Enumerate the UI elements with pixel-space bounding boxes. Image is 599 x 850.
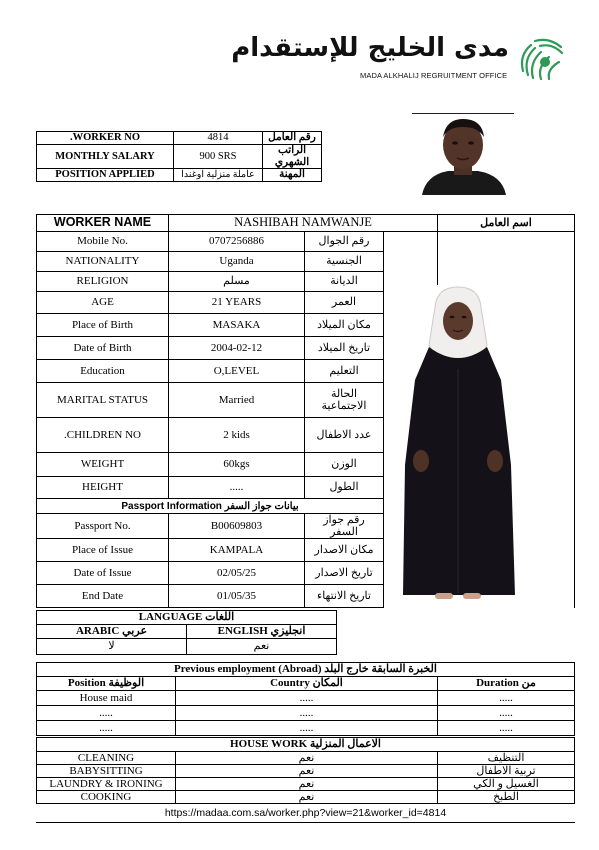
personal-label: Education: [37, 360, 169, 383]
arabic-value: لا: [37, 639, 187, 655]
language-title: LANGUAGE اللغات: [37, 611, 337, 625]
personal-label-ar: عدد الاطفال: [305, 418, 384, 453]
passport-label-ar: رقم جواز السفر: [305, 514, 384, 539]
personal-value: مسلم: [169, 272, 305, 292]
passport-label: End Date: [37, 585, 169, 608]
salary-value: 900 SRS: [174, 145, 263, 169]
house-work-label-ar: التنظيف: [438, 752, 575, 765]
personal-label-ar: الجنسية: [305, 252, 384, 272]
worker-headshot-photo: [412, 113, 514, 195]
col-country: Country المكان: [176, 677, 438, 691]
salary-label-ar: الراتب الشهري: [263, 145, 322, 169]
passport-label: Date of Issue: [37, 562, 169, 585]
personal-label: Date of Birth: [37, 337, 169, 360]
house-work-value: نعم: [176, 765, 438, 778]
personal-value: O,LEVEL: [169, 360, 305, 383]
house-work-label-ar: الطبخ: [438, 791, 575, 804]
house-work-value: نعم: [176, 791, 438, 804]
personal-label: RELIGION: [37, 272, 169, 292]
passport-value: 01/05/35: [169, 585, 305, 608]
previous-employment-title: Previous employment (Abroad) الخبرة السابقة خارج البلد: [37, 663, 575, 677]
house-work-label: COOKING: [37, 791, 176, 804]
personal-label: .CHILDREN NO: [37, 418, 169, 453]
personal-label-ar: التعليم: [305, 360, 384, 383]
summary-table: [36, 131, 322, 182]
house-work-label: BABYSITTING: [37, 765, 176, 778]
logo-english-text: MADA ALKHALIJ REGRUITMENT OFFICE: [360, 71, 508, 80]
summary-row-worker-no: [37, 132, 322, 145]
personal-label-ar: العمر: [305, 292, 384, 314]
personal-row: [37, 232, 575, 252]
previous-employment-columns-row: [37, 677, 575, 691]
language-labels-row: [37, 625, 337, 639]
passport-value: 02/05/25: [169, 562, 305, 585]
language-values-row: [37, 639, 337, 655]
logo-arabic-text: مدى الخليج للإستقدام: [231, 33, 509, 63]
house-work-table: [36, 737, 575, 804]
personal-label-ar: تاريخ الميلاد: [305, 337, 384, 360]
personal-value: 21 YEARS: [169, 292, 305, 314]
personal-value: Married: [169, 383, 305, 418]
personal-value: 2 kids: [169, 418, 305, 453]
house-work-value: نعم: [176, 752, 438, 765]
personal-label: Mobile No.: [37, 232, 169, 252]
prev-country: .....: [176, 721, 438, 736]
worker-no-label: .WORKER NO: [37, 132, 174, 145]
personal-label-ar: الديانة: [305, 272, 384, 292]
house-work-title: HOUSE WORK الاعمال المنزلية: [37, 738, 575, 752]
prev-position: House maid: [37, 691, 176, 706]
personal-value: MASAKA: [169, 314, 305, 337]
personal-value: 0707256886: [169, 232, 305, 252]
personal-label: MARITAL STATUS: [37, 383, 169, 418]
personal-label: Place of Birth: [37, 314, 169, 337]
personal-label: AGE: [37, 292, 169, 314]
house-work-header-row: [37, 738, 575, 752]
table-row: [37, 752, 575, 765]
prev-country: .....: [176, 691, 438, 706]
worker-name-label: WORKER NAME: [37, 215, 169, 232]
prev-country: .....: [176, 706, 438, 721]
position-label-ar: المهنة: [263, 169, 322, 182]
english-label: ENGLISH انجليزي: [187, 625, 337, 639]
personal-value: 2004-02-12: [169, 337, 305, 360]
passport-label: Place of Issue: [37, 539, 169, 562]
house-work-label: LAUNDRY & IRONING: [37, 778, 176, 791]
house-work-label-ar: الغسيل و الكي: [438, 778, 575, 791]
prev-position: .....: [37, 721, 176, 736]
personal-label: WEIGHT: [37, 453, 169, 477]
personal-label-ar: مكان الميلاد: [305, 314, 384, 337]
position-value: عاملة منزلية اوغندا: [174, 169, 263, 182]
personal-label-ar: الوزن: [305, 453, 384, 477]
table-row: [37, 791, 575, 804]
table-row: [37, 765, 575, 778]
personal-value: Uganda: [169, 252, 305, 272]
personal-label-ar: رقم الجوال: [305, 232, 384, 252]
table-row: [37, 721, 575, 736]
table-row: [37, 778, 575, 791]
passport-label-ar: مكان الاصدار: [305, 539, 384, 562]
prev-duration: .....: [438, 706, 575, 721]
personal-value: .....: [169, 477, 305, 499]
house-work-value: نعم: [176, 778, 438, 791]
language-table: [36, 610, 337, 655]
summary-row-salary: [37, 145, 322, 169]
personal-value: 60kgs: [169, 453, 305, 477]
position-label: POSITION APPLIED: [37, 169, 174, 182]
worker-full-body-photo: [395, 285, 520, 610]
logo-mark-icon: [515, 35, 567, 81]
worker-name-label-ar: اسم العامل: [438, 215, 575, 232]
prev-duration: .....: [438, 721, 575, 736]
personal-label: HEIGHT: [37, 477, 169, 499]
passport-label: Passport No.: [37, 514, 169, 539]
summary-row-position: [37, 169, 322, 182]
worker-no-value: 4814: [174, 132, 263, 145]
previous-employment-table: [36, 662, 575, 736]
personal-label-ar: الحالة الاجتماعية: [305, 383, 384, 418]
col-duration: Duration من: [438, 677, 575, 691]
passport-label-ar: تاريخ الانتهاء: [305, 585, 384, 608]
passport-value: KAMPALA: [169, 539, 305, 562]
prev-duration: .....: [438, 691, 575, 706]
prev-position: .....: [37, 706, 176, 721]
worker-no-label-ar: رقم العامل: [263, 132, 322, 145]
personal-label: NATIONALITY: [37, 252, 169, 272]
personal-label-ar: الطول: [305, 477, 384, 499]
house-work-label: CLEANING: [37, 752, 176, 765]
language-header-row: [37, 611, 337, 625]
passport-label-ar: تاريخ الاصدار: [305, 562, 384, 585]
col-position: Position الوظيفة: [37, 677, 176, 691]
passport-title: Passport Information بيانات جواز السفر: [37, 499, 384, 514]
arabic-label: ARABIC عربي: [37, 625, 187, 639]
passport-value: B00609803: [169, 514, 305, 539]
worker-name-row: [37, 215, 575, 232]
worker-page-url[interactable]: https://madaa.com.sa/worker.php?view=21&worker_id=4814: [36, 807, 575, 823]
worker-name-value: NASHIBAH NAMWANJE: [169, 215, 438, 232]
previous-employment-header-row: [37, 663, 575, 677]
salary-label: MONTHLY SALARY: [37, 145, 174, 169]
table-row: [37, 691, 575, 706]
table-row: [37, 706, 575, 721]
english-value: نعم: [187, 639, 337, 655]
company-logo: [231, 33, 567, 83]
house-work-label-ar: تربية الاطفال: [438, 765, 575, 778]
